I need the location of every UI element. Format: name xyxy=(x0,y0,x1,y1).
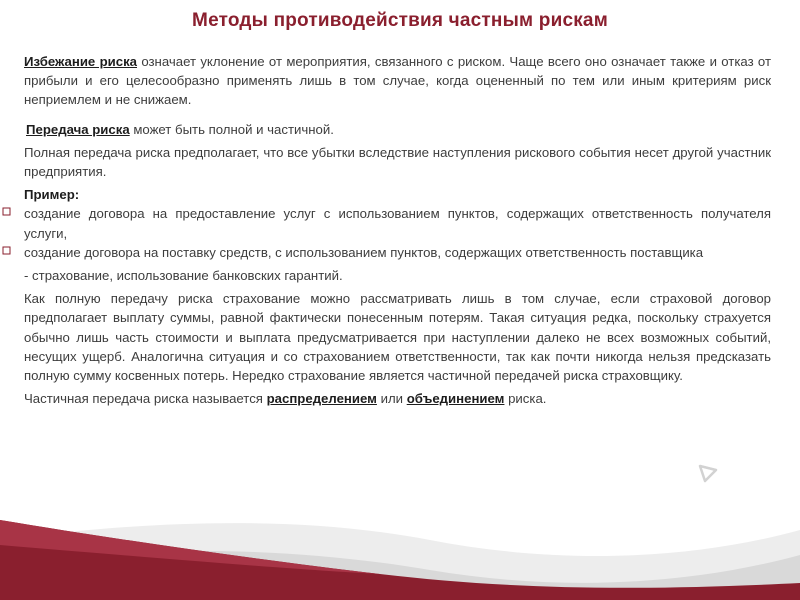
arrow-corner-icon xyxy=(697,462,719,484)
term-risk-avoidance: Избежание риска xyxy=(24,54,138,69)
paragraph-transfer xyxy=(24,120,771,139)
bullet-text: создание договора на предоставление услуг с использованием пунктов, содержащих ответственность получателя услуги, xyxy=(24,206,771,241)
paragraph-avoidance xyxy=(24,52,771,110)
page-title: Методы противодействия частным рискам xyxy=(192,10,608,31)
example-label: Пример: xyxy=(24,187,80,203)
paragraph-text: означает уклонение от мероприятия, связанного с риском. Чаще всего оно означает также и отказ от прибыли и его целесообразно применять лишь в том случае, когда оцененный по тем или иным критериям риск неприемлем и не снижаем. xyxy=(24,54,772,108)
dash-list-item: - страхование, использование банковских гарантий. xyxy=(24,268,343,284)
paragraph-insurance: Как полную передачу риска страхование можно рассматривать лишь в том случае, если страховой договор предполагает выплату суммы, равной фактически понесенным потерям. Такая ситуация редка, поскольку страхуется обычно лишь часть стоимости и выплата предусматривается при наступлении далеко не всех возможных событий, несущих ущерб. Аналогична ситуация и со страхованием ответственности, так как почти никогда нельзя предсказать полную сумму косвенных потерь. Нередко страхование является частичной передачей риска страховщику. xyxy=(24,291,771,384)
paragraph-partial-transfer: Частичная передача риска называется распределением или объединением риска. xyxy=(24,391,547,407)
term-distribution: распределением xyxy=(266,391,377,407)
list-item xyxy=(24,243,771,262)
list-item xyxy=(24,204,771,242)
paragraph-full-transfer: Полная передача риска предполагает, что все убытки вследствие наступления рискового события несет другой участник предприятия. xyxy=(24,144,771,180)
paragraph-text: может быть полной и частичной. xyxy=(129,121,334,137)
term-pooling: объединением xyxy=(406,391,505,407)
term-risk-transfer: Передача риска xyxy=(26,121,130,137)
bullet-text: создание договора на поставку средств, с использованием пунктов, содержащих ответственность поставщика xyxy=(24,244,704,260)
checkbox-bullet-icon xyxy=(2,243,20,262)
checkbox-bullet-icon xyxy=(2,204,20,223)
slide-body xyxy=(24,52,771,408)
